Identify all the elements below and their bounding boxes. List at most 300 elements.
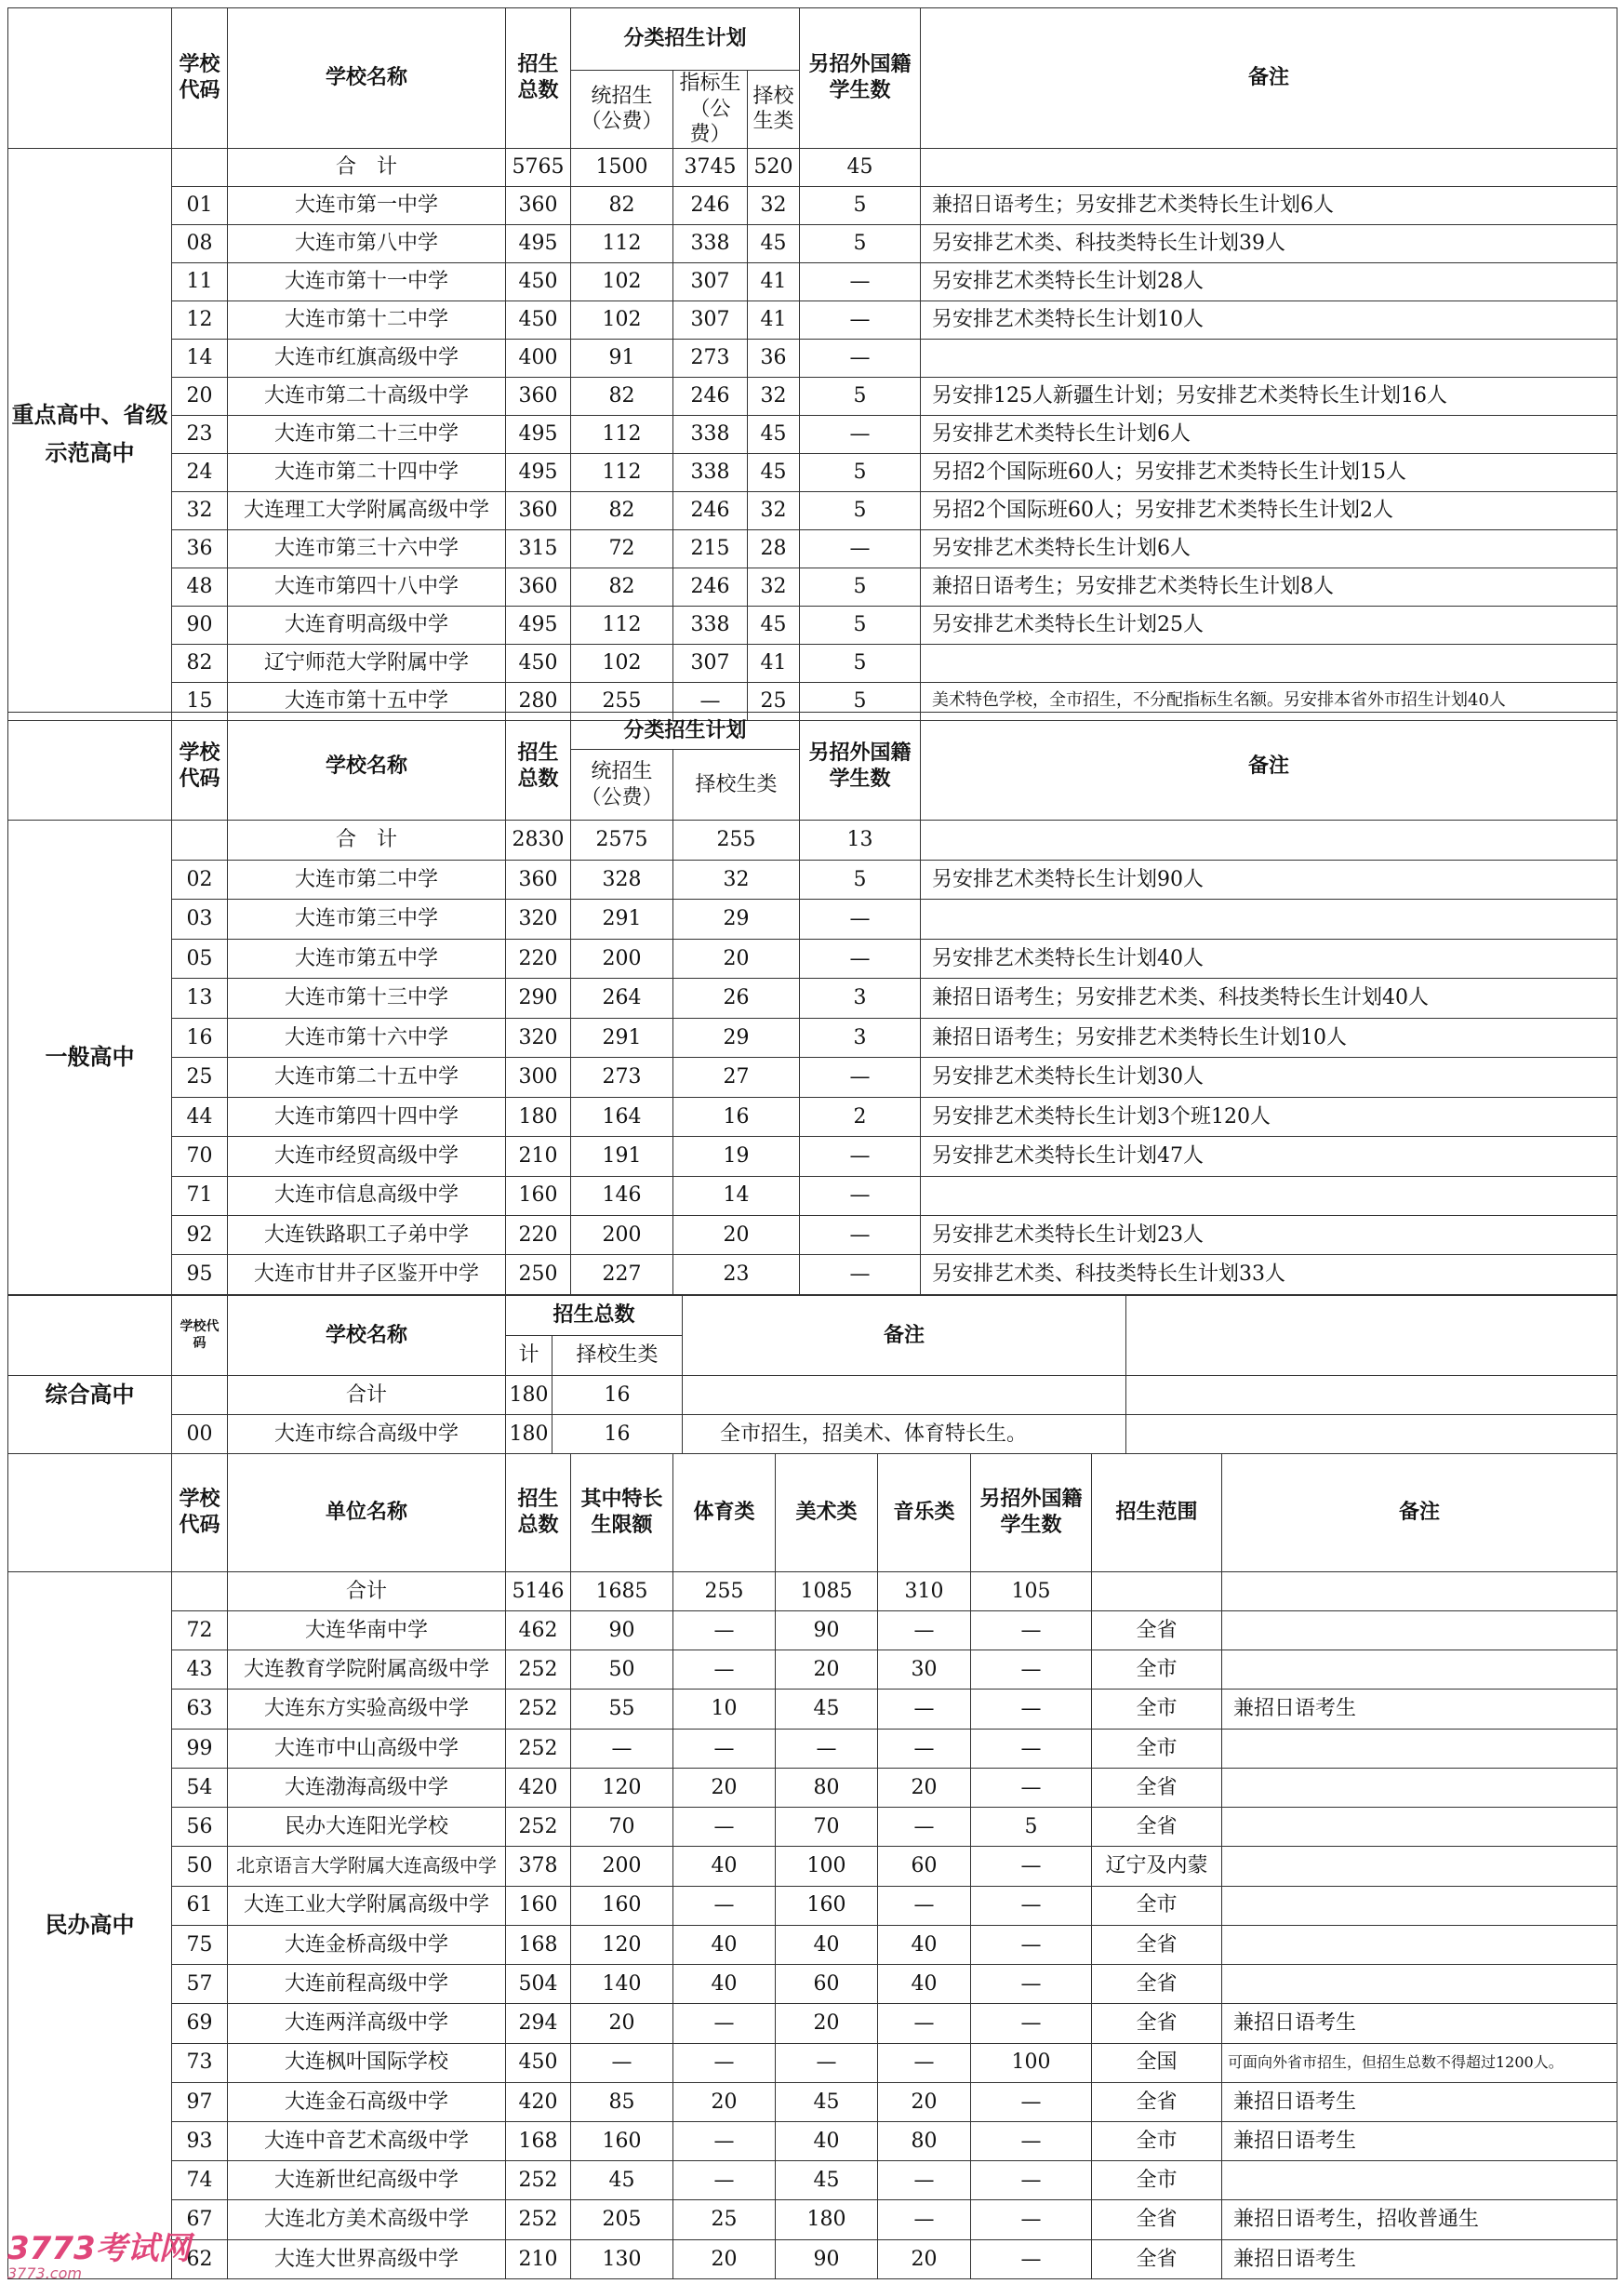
table-row xyxy=(8,606,1617,644)
cell: 360 xyxy=(506,860,571,899)
cell: 20 xyxy=(673,2082,776,2121)
cell: 32 xyxy=(673,860,800,899)
cell: 205 xyxy=(571,2200,673,2239)
cell: 55 xyxy=(571,1690,673,1729)
cell: 大连市第二中学 xyxy=(228,860,506,899)
cell: 大连市第十二中学 xyxy=(228,301,506,339)
table-row xyxy=(8,262,1617,301)
watermark-logo xyxy=(7,2230,191,2282)
cell: 130 xyxy=(571,2239,673,2278)
header-quota: 指标生（公费） xyxy=(673,71,748,149)
cell: 102 xyxy=(571,301,673,339)
cell xyxy=(1222,1650,1617,1690)
cell: 100 xyxy=(971,2043,1092,2082)
cell: 210 xyxy=(506,1137,571,1176)
cell: — xyxy=(800,1058,921,1097)
cell: 91 xyxy=(571,339,673,377)
cell: 72 xyxy=(172,1610,228,1650)
cell: — xyxy=(971,1925,1092,1964)
header-unit-name: 单位名称 xyxy=(228,1454,506,1572)
cell xyxy=(921,1176,1617,1215)
cell: 大连市中山高级中学 xyxy=(228,1729,506,1768)
cell: 大连市第二十三中学 xyxy=(228,415,506,453)
cell: 辽宁及内蒙 xyxy=(1092,1847,1222,1886)
cell: 90 xyxy=(776,2239,878,2278)
table-row xyxy=(8,224,1617,262)
cell: 大连市经贸高级中学 xyxy=(228,1137,506,1176)
cell: 5 xyxy=(800,186,921,224)
cell: 5 xyxy=(800,224,921,262)
cell: 32 xyxy=(748,186,800,224)
cell: 168 xyxy=(506,1925,571,1964)
cell: 80 xyxy=(776,1768,878,1807)
cell: 20 xyxy=(776,2004,878,2043)
cell: 大连市第八中学 xyxy=(228,224,506,262)
cell xyxy=(172,1376,228,1415)
table-row xyxy=(8,453,1617,491)
cell xyxy=(1222,1808,1617,1847)
header-sports: 体育类 xyxy=(673,1454,776,1572)
cell: 大连市第二十高级中学 xyxy=(228,377,506,415)
cell: 93 xyxy=(172,2121,228,2160)
cell: 兼招日语考生 xyxy=(1222,2082,1617,2121)
cell xyxy=(1222,1571,1617,1610)
header-plan-group: 分类招生计划 xyxy=(571,713,800,750)
cell: 307 xyxy=(673,262,748,301)
header-total-enrollment: 招生总数 xyxy=(506,1454,571,1572)
cell: — xyxy=(673,2004,776,2043)
header-school-code: 学校代码 xyxy=(172,1296,228,1376)
cell: — xyxy=(971,1729,1092,1768)
table-row xyxy=(8,339,1617,377)
cell: 另安排艺术类特长生计划6人 xyxy=(921,415,1617,453)
cell: 13 xyxy=(172,979,228,1018)
table-row xyxy=(8,2239,1617,2278)
cell: 45 xyxy=(776,2161,878,2200)
cell: 54 xyxy=(172,1768,228,1807)
cell: 20 xyxy=(673,939,800,978)
header-music: 音乐类 xyxy=(878,1454,971,1572)
cell: 82 xyxy=(571,377,673,415)
cell: 215 xyxy=(673,529,748,568)
cell: 另安排艺术类特长生计划25人 xyxy=(921,606,1617,644)
header-school-choice: 择校生类 xyxy=(748,71,800,149)
header-unified: 统招生（公费） xyxy=(571,750,673,821)
cell: — xyxy=(878,1808,971,1847)
cell: 40 xyxy=(673,1965,776,2004)
cell: — xyxy=(971,1847,1092,1886)
cell: 246 xyxy=(673,186,748,224)
category-label: 重点高中、省级示范高中 xyxy=(8,148,172,720)
table-row xyxy=(8,860,1617,899)
cell: — xyxy=(971,1886,1092,1925)
cell: 2830 xyxy=(506,821,571,860)
header-school-code: 学校代码 xyxy=(172,1454,228,1572)
cell: 1685 xyxy=(571,1571,673,1610)
table-key-high-schools xyxy=(7,7,1617,721)
cell: 160 xyxy=(776,1886,878,1925)
cell: 32 xyxy=(748,568,800,606)
table-private-high-schools xyxy=(7,1453,1617,2279)
table-row xyxy=(8,1925,1617,1964)
cell: — xyxy=(800,262,921,301)
cell: 全省 xyxy=(1092,2082,1222,2121)
cell: 280 xyxy=(506,682,571,720)
cell: — xyxy=(971,2200,1092,2239)
cell: 220 xyxy=(506,939,571,978)
cell: 32 xyxy=(172,491,228,529)
table-row xyxy=(8,1176,1617,1215)
cell: 20 xyxy=(673,2239,776,2278)
cell: 45 xyxy=(748,415,800,453)
cell: 291 xyxy=(571,1018,673,1057)
table-row xyxy=(8,1018,1617,1057)
cell: 495 xyxy=(506,606,571,644)
cell: 大连市第十一中学 xyxy=(228,262,506,301)
cell: 另安排艺术类特长生计划30人 xyxy=(921,1058,1617,1097)
cell: 112 xyxy=(571,453,673,491)
cell: 246 xyxy=(673,377,748,415)
cell: 85 xyxy=(571,2082,673,2121)
table-row xyxy=(8,1729,1617,1768)
header-fine-arts: 美术类 xyxy=(776,1454,878,1572)
cell: 73 xyxy=(172,2043,228,2082)
header-total-enrollment: 招生总数 xyxy=(506,8,571,149)
cell: 255 xyxy=(673,1571,776,1610)
cell: 70 xyxy=(172,1137,228,1176)
cell: 大连市第三十六中学 xyxy=(228,529,506,568)
cell: — xyxy=(971,1965,1092,2004)
category-label: 一般高中 xyxy=(8,821,172,1295)
cell xyxy=(921,339,1617,377)
cell: — xyxy=(673,1808,776,1847)
cell: 450 xyxy=(506,262,571,301)
watermark-brand: 3773考试网 xyxy=(7,2230,191,2267)
cell: 160 xyxy=(506,1886,571,1925)
cell: 82 xyxy=(571,186,673,224)
cell: 41 xyxy=(748,262,800,301)
cell: 32 xyxy=(748,491,800,529)
cell: 另安排艺术类特长生计划6人 xyxy=(921,529,1617,568)
cell: 200 xyxy=(571,1847,673,1886)
cell xyxy=(1222,1768,1617,1807)
cell: 50 xyxy=(571,1650,673,1690)
cell: 大连市第五中学 xyxy=(228,939,506,978)
cell: 252 xyxy=(506,1808,571,1847)
cell xyxy=(921,821,1617,860)
table-row xyxy=(8,1650,1617,1690)
cell xyxy=(1222,1729,1617,1768)
cell: 30 xyxy=(878,1650,971,1690)
cell: 5 xyxy=(800,568,921,606)
cell: 5765 xyxy=(506,148,571,186)
cell: 另安排艺术类特长生计划40人 xyxy=(921,939,1617,978)
cell: 3745 xyxy=(673,148,748,186)
cell: — xyxy=(571,2043,673,2082)
cell: 大连市甘井子区鉴开中学 xyxy=(228,1255,506,1295)
cell: 20 xyxy=(673,1768,776,1807)
cell: 全省 xyxy=(1092,1965,1222,2004)
cell: 另招2个国际班60人；另安排艺术类特长生计划2人 xyxy=(921,491,1617,529)
cell: 43 xyxy=(172,1650,228,1690)
cell: — xyxy=(673,1886,776,1925)
table-row xyxy=(8,1965,1617,2004)
cell: 3 xyxy=(800,979,921,1018)
table-row xyxy=(8,529,1617,568)
header-school-code: 学校代码 xyxy=(172,8,228,149)
category-label: 综合高中 xyxy=(8,1376,172,1454)
cell: 26 xyxy=(673,979,800,1018)
cell: — xyxy=(673,2121,776,2160)
cell: 75 xyxy=(172,1925,228,1964)
cell: 全市 xyxy=(1092,1650,1222,1690)
blank-cell xyxy=(1126,1376,1617,1415)
cell: 14 xyxy=(172,339,228,377)
cell: 160 xyxy=(506,1176,571,1215)
cell: 99 xyxy=(172,1729,228,1768)
header-unified: 统招生（公费） xyxy=(571,71,673,149)
cell: 120 xyxy=(571,1768,673,1807)
cell: 92 xyxy=(172,1215,228,1254)
cell: 08 xyxy=(172,224,228,262)
cell: 252 xyxy=(506,2200,571,2239)
cell xyxy=(172,1571,228,1610)
table-row xyxy=(8,2200,1617,2239)
cell: 90 xyxy=(172,606,228,644)
cell: 兼招日语考生 xyxy=(1222,2004,1617,2043)
cell: 13 xyxy=(800,821,921,860)
cell xyxy=(921,644,1617,682)
cell: 180 xyxy=(776,2200,878,2239)
cell: 兼招日语考生；另安排艺术类、科技类特长生计划40人 xyxy=(921,979,1617,1018)
cell: 兼招日语考生 xyxy=(1222,2239,1617,2278)
table-row xyxy=(8,2043,1617,2082)
total-row xyxy=(8,1571,1617,1610)
cell: 12 xyxy=(172,301,228,339)
cell: 63 xyxy=(172,1690,228,1729)
cell: 180 xyxy=(506,1376,552,1415)
cell: 320 xyxy=(506,900,571,939)
cell: 大连市第二十五中学 xyxy=(228,1058,506,1097)
cell: 62 xyxy=(172,2239,228,2278)
cell: 90 xyxy=(571,1610,673,1650)
cell: 40 xyxy=(673,1847,776,1886)
cell: 112 xyxy=(571,224,673,262)
cell: 40 xyxy=(673,1925,776,1964)
cell: 2 xyxy=(800,1097,921,1136)
header-enrollment-scope: 招生范围 xyxy=(1092,1454,1222,1572)
cell: 45 xyxy=(800,148,921,186)
cell: 3 xyxy=(800,1018,921,1057)
cell: 5 xyxy=(800,491,921,529)
table-row xyxy=(8,2004,1617,2043)
cell: 360 xyxy=(506,491,571,529)
header-school-choice: 择校生类 xyxy=(673,750,800,821)
cell: 45 xyxy=(571,2161,673,2200)
cell: 20 xyxy=(571,2004,673,2043)
cell: 16 xyxy=(172,1018,228,1057)
cell: 252 xyxy=(506,1729,571,1768)
cell: — xyxy=(971,1768,1092,1807)
cell: 45 xyxy=(748,224,800,262)
table-row xyxy=(8,1847,1617,1886)
cell: 另安排艺术类特长生计划10人 xyxy=(921,301,1617,339)
cell: 74 xyxy=(172,2161,228,2200)
cell: 45 xyxy=(748,453,800,491)
cell: 45 xyxy=(748,606,800,644)
cell: 307 xyxy=(673,644,748,682)
cell: 19 xyxy=(673,1137,800,1176)
cell: 大连金桥高级中学 xyxy=(228,1925,506,1964)
watermark-url: 3773.com xyxy=(7,2264,82,2282)
header-total-enrollment: 招生总数 xyxy=(506,713,571,821)
cell: — xyxy=(776,1729,878,1768)
cell: 50 xyxy=(172,1847,228,1886)
cell: 全市 xyxy=(1092,1886,1222,1925)
cell: 250 xyxy=(506,1255,571,1295)
cell: 504 xyxy=(506,1965,571,2004)
cell xyxy=(1222,1886,1617,1925)
category-label: 民办高中 xyxy=(8,1571,172,2278)
cell: 255 xyxy=(571,682,673,720)
cell xyxy=(921,148,1617,186)
cell xyxy=(172,821,228,860)
cell: 246 xyxy=(673,568,748,606)
corner-cell xyxy=(8,713,172,821)
table-row xyxy=(8,2121,1617,2160)
table-row xyxy=(8,1137,1617,1176)
cell: 23 xyxy=(673,1255,800,1295)
cell: 全国 xyxy=(1092,2043,1222,2082)
cell: 兼招日语考生 xyxy=(1222,2121,1617,2160)
cell: 246 xyxy=(673,491,748,529)
cell: — xyxy=(800,1137,921,1176)
table-general-high-schools xyxy=(7,712,1617,1295)
cell: — xyxy=(971,2121,1092,2160)
cell: 大连育明高级中学 xyxy=(228,606,506,644)
cell: — xyxy=(800,900,921,939)
cell: 兼招日语考生；另安排艺术类特长生计划8人 xyxy=(921,568,1617,606)
cell: 大连新世纪高级中学 xyxy=(228,2161,506,2200)
cell: 252 xyxy=(506,1690,571,1729)
header-notes: 备注 xyxy=(921,713,1617,821)
cell: 大连金石高级中学 xyxy=(228,2082,506,2121)
cell: — xyxy=(800,415,921,453)
cell: 180 xyxy=(506,1415,552,1454)
cell: 可面向外省市招生，但招生总数不得超过1200人。 xyxy=(1222,2043,1617,2082)
cell: 另安排艺术类特长生计划90人 xyxy=(921,860,1617,899)
cell: 40 xyxy=(878,1965,971,2004)
cell: 328 xyxy=(571,860,673,899)
cell: 338 xyxy=(673,224,748,262)
cell: 民办大连阳光学校 xyxy=(228,1808,506,1847)
header-foreign-students: 另招外国籍学生数 xyxy=(800,8,921,149)
cell: 495 xyxy=(506,453,571,491)
corner-cell xyxy=(8,1296,172,1376)
cell: 146 xyxy=(571,1176,673,1215)
table-row xyxy=(8,2082,1617,2121)
cell: 160 xyxy=(571,2121,673,2160)
header-special-quota: 其中特长生限额 xyxy=(571,1454,673,1572)
corner-cell xyxy=(8,1454,172,1572)
cell: 520 xyxy=(748,148,800,186)
cell: 大连华南中学 xyxy=(228,1610,506,1650)
cell: 兼招日语考生；另安排艺术类特长生计划6人 xyxy=(921,186,1617,224)
cell: 01 xyxy=(172,186,228,224)
cell: 大连市综合高级中学 xyxy=(228,1415,506,1454)
cell: 36 xyxy=(172,529,228,568)
cell: 40 xyxy=(776,1925,878,1964)
cell: 大连工业大学附属高级中学 xyxy=(228,1886,506,1925)
cell: 338 xyxy=(673,453,748,491)
header-school-code: 学校代码 xyxy=(172,713,228,821)
cell xyxy=(1222,1610,1617,1650)
table-row xyxy=(8,1610,1617,1650)
cell: 105 xyxy=(971,1571,1092,1610)
table-row xyxy=(8,1808,1617,1847)
cell: 全省 xyxy=(1092,2200,1222,2239)
cell: 1500 xyxy=(571,148,673,186)
header-school-name: 学校名称 xyxy=(228,1296,506,1376)
cell: — xyxy=(800,529,921,568)
cell: 全省 xyxy=(1092,1768,1222,1807)
cell: — xyxy=(878,1690,971,1729)
header-notes: 备注 xyxy=(921,8,1617,149)
table-row xyxy=(8,415,1617,453)
cell: 大连市第四十四中学 xyxy=(228,1097,506,1136)
cell: 252 xyxy=(506,2161,571,2200)
cell: 20 xyxy=(172,377,228,415)
cell: 大连市第四十八中学 xyxy=(228,568,506,606)
cell: — xyxy=(673,1729,776,1768)
table-row xyxy=(8,979,1617,1018)
cell: 290 xyxy=(506,979,571,1018)
cell: 全市 xyxy=(1092,2161,1222,2200)
cell: 102 xyxy=(571,262,673,301)
table-row xyxy=(8,491,1617,529)
cell: 大连铁路职工子弟中学 xyxy=(228,1215,506,1254)
cell: 180 xyxy=(506,1097,571,1136)
cell: 北京语言大学附属大连高级中学 xyxy=(228,1847,506,1886)
table-row xyxy=(8,1097,1617,1136)
cell: 05 xyxy=(172,939,228,978)
cell: 90 xyxy=(776,1610,878,1650)
table-row xyxy=(8,1058,1617,1097)
header-count: 计 xyxy=(506,1336,552,1376)
cell: 495 xyxy=(506,224,571,262)
cell: 另安排艺术类、科技类特长生计划39人 xyxy=(921,224,1617,262)
table-row xyxy=(8,1415,1617,1454)
header-foreign-students: 另招外国籍学生数 xyxy=(800,713,921,821)
table-row xyxy=(8,1215,1617,1254)
cell: 112 xyxy=(571,606,673,644)
cell: 大连理工大学附属高级中学 xyxy=(228,491,506,529)
cell: 41 xyxy=(748,644,800,682)
header-foreign-students: 另招外国籍学生数 xyxy=(971,1454,1092,1572)
cell: — xyxy=(878,1886,971,1925)
cell: 16 xyxy=(552,1415,683,1454)
cell: 兼招日语考生 xyxy=(1222,1690,1617,1729)
corner-cell xyxy=(8,8,172,149)
cell: — xyxy=(971,2082,1092,2121)
cell: 450 xyxy=(506,301,571,339)
header-total-enrollment: 招生总数 xyxy=(506,1296,683,1336)
cell: 320 xyxy=(506,1018,571,1057)
cell: 大连市第十三中学 xyxy=(228,979,506,1018)
cell: 合计 xyxy=(228,1571,506,1610)
cell: 61 xyxy=(172,1886,228,1925)
cell: 5 xyxy=(800,453,921,491)
